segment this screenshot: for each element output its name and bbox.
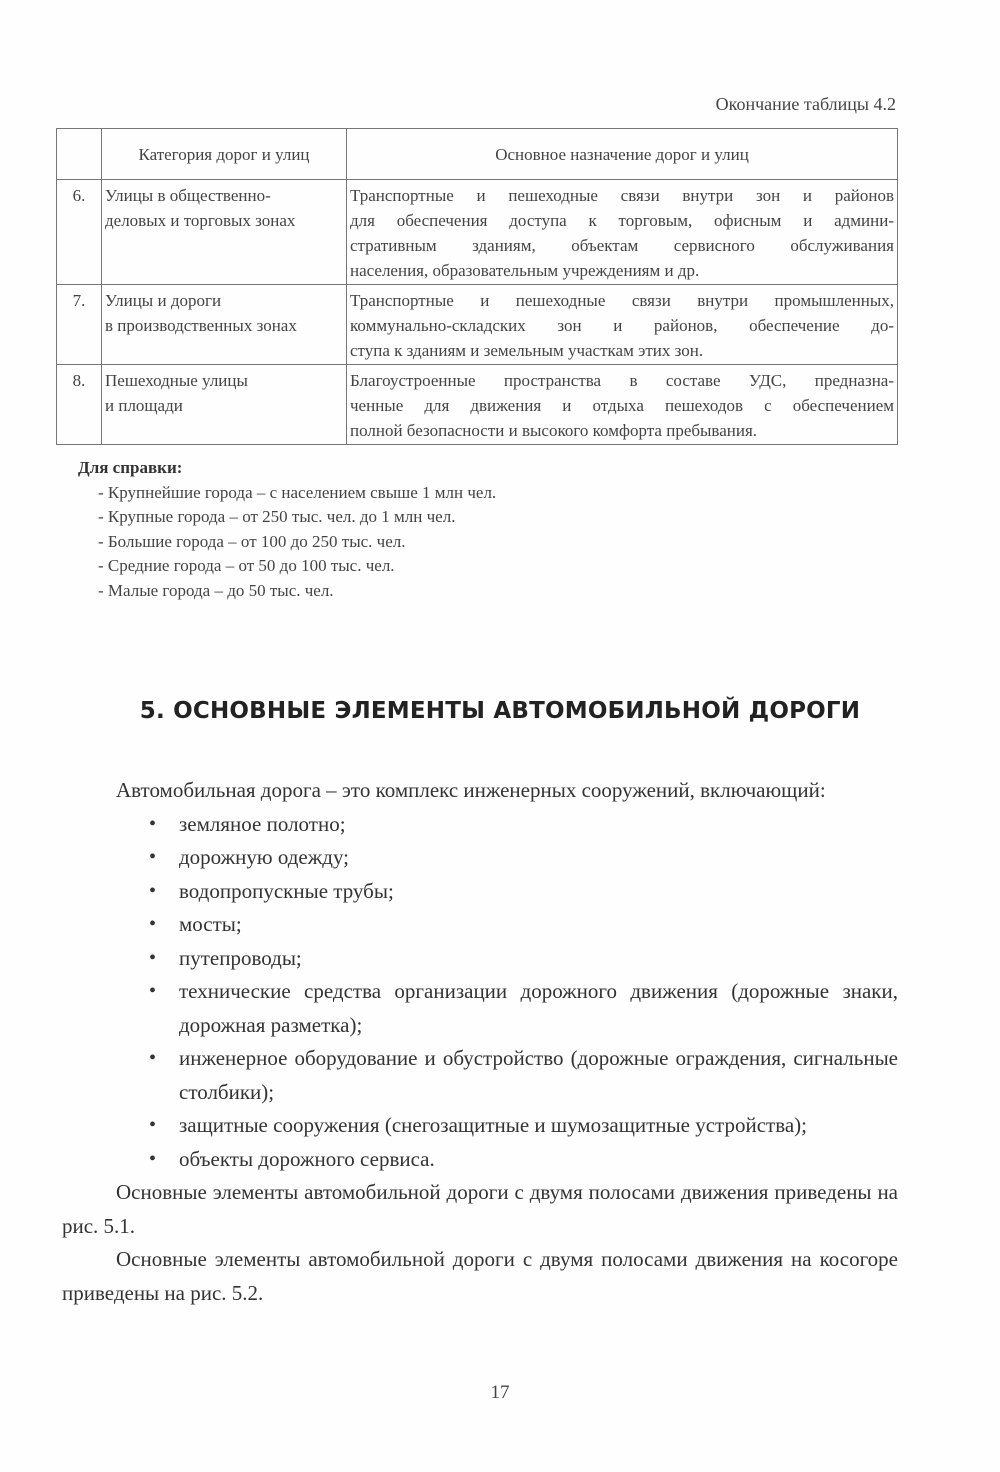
reference-note — [78, 456, 496, 603]
purpose-line: коммунально-складских зон и районов, обеспечение до- — [350, 316, 894, 335]
header-number — [57, 129, 102, 180]
table-header-row — [57, 129, 898, 180]
purpose-line: ченные для движения и отдыха пешеходов с обеспечением — [350, 396, 894, 415]
figure-reference-paragraph: Основные элементы автомобильной дороги с двумя полосами движения приведены на рис. 5.1. — [62, 1180, 898, 1238]
category-line: Улицы в общественно- — [105, 186, 271, 205]
list-item: • объекты дорожного сервиса. — [179, 1143, 898, 1177]
road-category-table — [56, 128, 898, 445]
row-purpose — [347, 365, 898, 445]
table-row — [57, 365, 898, 445]
purpose-line: Транспортные и пешеходные связи внутри зон и районов — [350, 186, 894, 205]
category-line: и площади — [105, 396, 183, 415]
category-line: в производственных зонах — [105, 316, 297, 335]
reference-list — [78, 481, 496, 604]
road-elements-list — [62, 808, 898, 1177]
row-category — [102, 180, 347, 285]
category-line: деловых и торговых зонах — [105, 211, 296, 230]
list-item: • дорожную одежду; — [179, 841, 898, 875]
row-number: 8. — [57, 365, 102, 445]
reference-item: - Крупнейшие города – с населением свыше 1 млн чел. — [98, 481, 496, 506]
table-row — [57, 285, 898, 365]
row-purpose — [347, 180, 898, 285]
list-item: • мосты; — [179, 908, 898, 942]
reference-item: - Малые города – до 50 тыс. чел. — [98, 579, 496, 604]
row-category — [102, 285, 347, 365]
header-purpose: Основное назначение дорог и улиц — [347, 129, 898, 180]
page-number: 17 — [490, 1382, 510, 1403]
list-item: • земляное полотно; — [179, 808, 898, 842]
reference-item: - Крупные города – от 250 тыс. чел. до 1 млн чел. — [98, 505, 496, 530]
purpose-line: ступа к зданиям и земельным участкам этих зон. — [350, 341, 704, 360]
section-body — [62, 774, 898, 1310]
reference-item: - Большие города – от 100 до 250 тыс. чел. — [98, 530, 496, 555]
list-item: • технические средства организации дорожного движения (дорожные знаки, дорожная разметка); — [179, 975, 898, 1042]
purpose-line: полной безопасности и высокого комфорта пребывания. — [350, 421, 758, 440]
purpose-line: для обеспечения доступа к торговым, офисным и админи- — [350, 211, 894, 230]
purpose-line: Транспортные и пешеходные связи внутри промышленных, — [350, 291, 894, 310]
category-line: Улицы и дороги — [105, 291, 222, 310]
purpose-line: стративным зданиям, объектам сервисного обслуживания — [350, 236, 894, 255]
list-item: • защитные сооружения (снегозащитные и шумозащитные устройства); — [179, 1109, 898, 1143]
row-number: 7. — [57, 285, 102, 365]
list-item: • водопропускные трубы; — [179, 875, 898, 909]
intro-paragraph: Автомобильная дорога – это комплекс инженерных сооружений, включающий: — [116, 778, 826, 802]
purpose-line: Благоустроенные пространства в составе УДС, предназна- — [350, 371, 894, 390]
reference-title: Для справки: — [78, 458, 183, 477]
table-caption: Окончание таблицы 4.2 — [715, 94, 896, 114]
row-purpose — [347, 285, 898, 365]
row-number: 6. — [57, 180, 102, 285]
purpose-line: населения, образовательным учреждениям и др. — [350, 261, 700, 280]
list-item: • инженерное оборудование и обустройство (дорожные ограждения, сигнальные столбики); — [179, 1042, 898, 1109]
reference-item: - Средние города – от 50 до 100 тыс. чел. — [98, 554, 496, 579]
header-category: Категория дорог и улиц — [102, 129, 347, 180]
table-row — [57, 180, 898, 285]
section-heading: 5. ОСНОВНЫЕ ЭЛЕМЕНТЫ АВТОМОБИЛЬНОЙ ДОРОГИ — [139, 698, 861, 724]
list-item: • путепроводы; — [179, 942, 898, 976]
category-line: Пешеходные улицы — [105, 371, 248, 390]
row-category — [102, 365, 347, 445]
figure-reference-paragraph: Основные элементы автомобильной дороги с двумя полосами движения на косогоре приведены на рис. 5.2. — [62, 1247, 898, 1305]
